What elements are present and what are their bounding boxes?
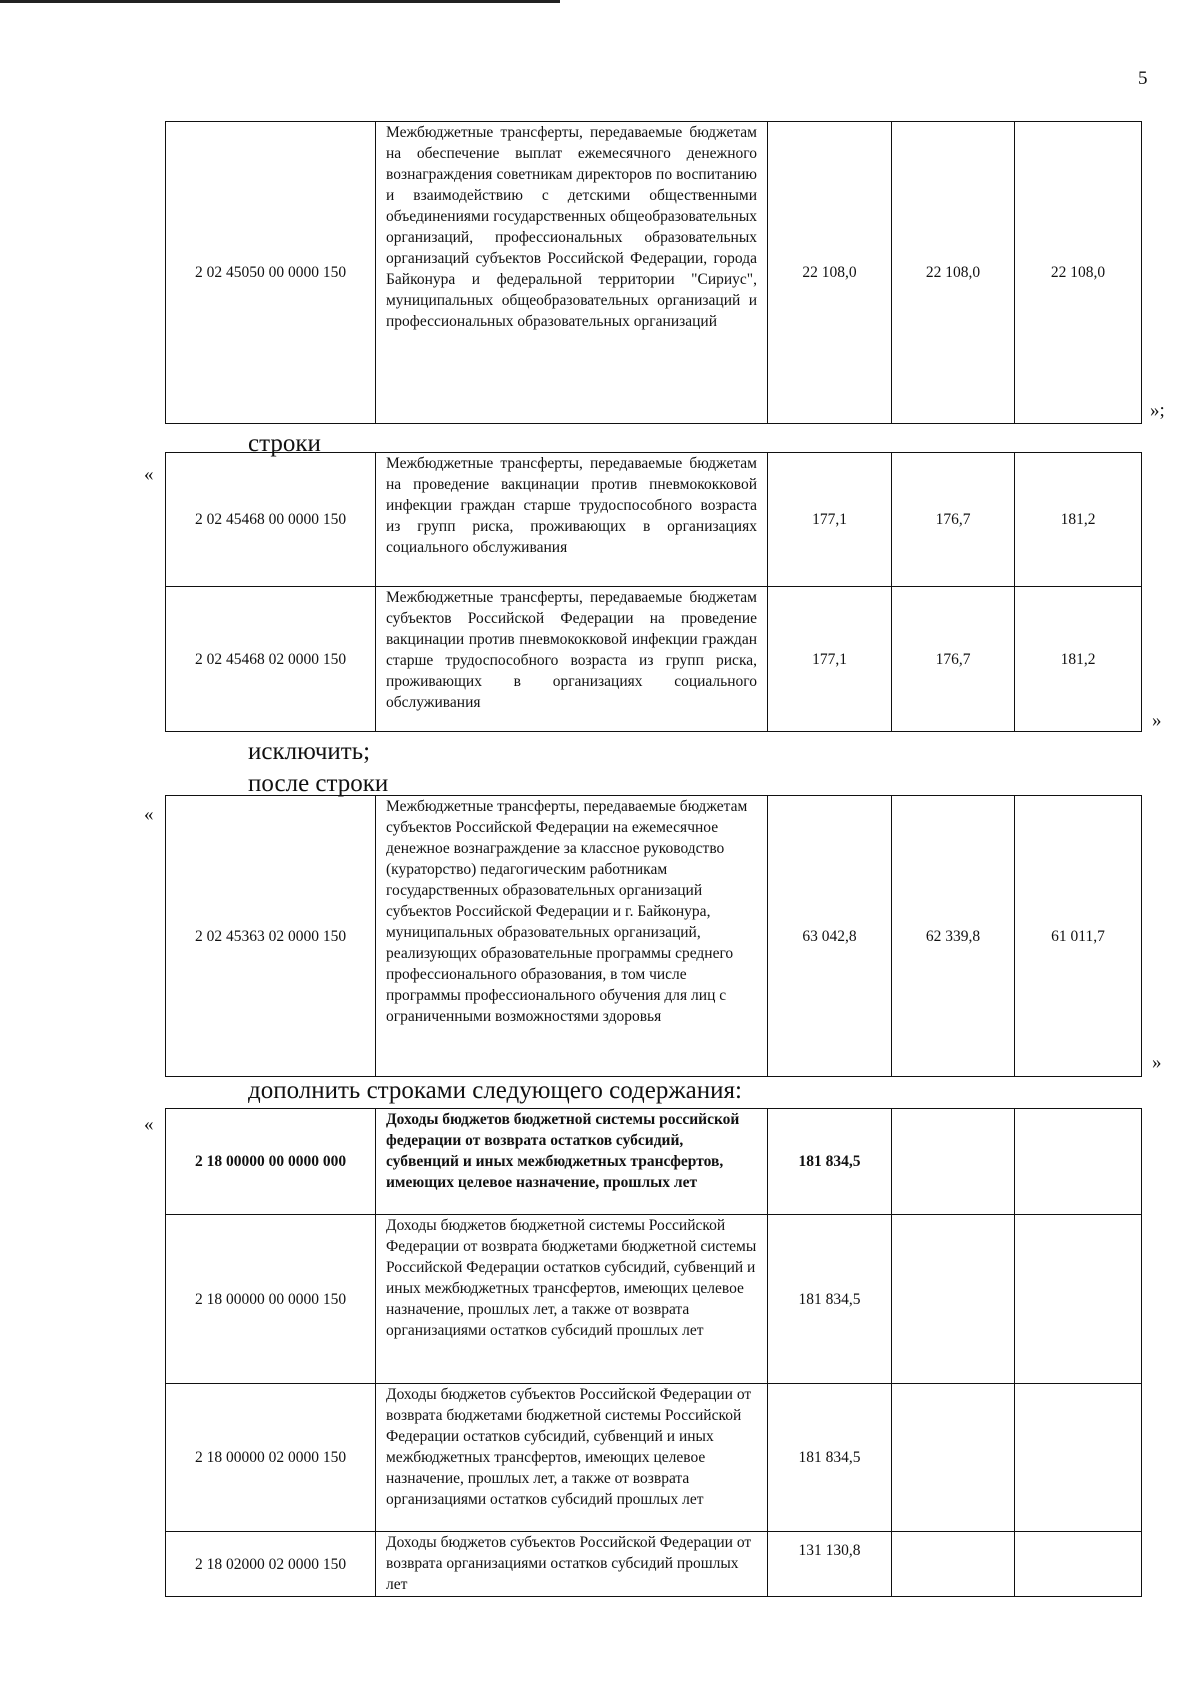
close-quote-2: » [1152,710,1162,731]
name-cell: Доходы бюджетов субъектов Российской Федерации от возврата бюджетами бюджетной системы Российской Федерации остатков субсидий, субвенций и иных межбюджетных трансфертов, имеющих целевое назначение, прошлых лет, а также от возврата организациями остатков субсидий прошлых лет [376,1384,768,1532]
table-row [166,453,1142,587]
table-row [166,1215,1142,1384]
name-cell: Межбюджетные трансферты, передаваемые бюджетам на проведение вакцинации против пневмококковой инфекции граждан старше трудоспособного возраста из групп риска, проживающих в организациях социального обслуживания [376,453,768,587]
value-cell-1: 63 042,8 [768,796,892,1077]
code-cell: 2 18 00000 00 0000 150 [166,1215,376,1384]
table-row [166,1532,1142,1597]
value-cell-1: 177,1 [768,453,892,587]
value-cell-3: 61 011,7 [1015,796,1142,1077]
table-row [166,796,1142,1077]
close-quote-3: » [1152,1052,1162,1073]
heading-stroki: строки [248,430,321,457]
value-cell-2: 22 108,0 [892,122,1015,424]
code-cell: 2 02 45468 02 0000 150 [166,587,376,732]
table-2 [165,452,1142,732]
value-cell-3: 181,2 [1015,587,1142,732]
code-cell: 2 02 45050 00 0000 150 [166,122,376,424]
value-cell-3: 22 108,0 [1015,122,1142,424]
heading-dopolnit: дополнить строками следующего содержания: [248,1077,742,1104]
value-cell-1: 181 834,5 [768,1215,892,1384]
name-cell: Доходы бюджетов бюджетной системы российской федерации от возврата остатков субсидий, субвенций и иных межбюджетных трансфертов, имеющих целевое назначение, прошлых лет [376,1109,768,1215]
value-cell-1: 181 834,5 [768,1384,892,1532]
value-cell-3 [1015,1215,1142,1384]
value-cell-2: 62 339,8 [892,796,1015,1077]
code-cell: 2 18 00000 02 0000 150 [166,1384,376,1532]
table-row [166,1384,1142,1532]
value-cell-2: 176,7 [892,587,1015,732]
table-1 [165,121,1142,424]
table-3 [165,795,1142,1077]
value-cell-1: 177,1 [768,587,892,732]
value-cell-2 [892,1109,1015,1215]
value-cell-2: 176,7 [892,453,1015,587]
scan-edge-line [0,0,560,3]
value-cell-3 [1015,1384,1142,1532]
value-cell-3: 181,2 [1015,453,1142,587]
heading-iskluchit: исключить; [248,738,371,765]
value-cell-1: 22 108,0 [768,122,892,424]
name-cell: Доходы бюджетов субъектов Российской Федерации от возврата организациями остатков субсидий прошлых лет [376,1532,768,1597]
value-cell-3 [1015,1109,1142,1215]
open-quote-4: « [144,1114,154,1135]
code-cell: 2 18 00000 00 0000 000 [166,1109,376,1215]
page-number: 5 [1138,68,1148,89]
value-cell-2 [892,1215,1015,1384]
close-quote-1: »; [1150,400,1165,421]
value-cell-3 [1015,1532,1142,1597]
value-cell-1: 131 130,8 [768,1532,892,1597]
name-cell: Межбюджетные трансферты, передаваемые бюджетам на обеспечение выплат ежемесячного денежного вознаграждения советникам директоров по воспитанию и взаимодействию с детскими общественными объединениями государственных общеобразовательных организаций, профессиональных образовательных организаций субъектов Российской Федерации, города Байконура и федеральной территории "Сириус", муниципальных общеобразовательных организаций и профессиональных образовательных организаций [376,122,768,424]
name-cell: Межбюджетные трансферты, передаваемые бюджетам субъектов Российской Федерации на проведение вакцинации против пневмококковой инфекции граждан старше трудоспособного возраста из групп риска, проживающих в организациях социального обслуживания [376,587,768,732]
code-cell: 2 18 02000 02 0000 150 [166,1532,376,1597]
table-row [166,587,1142,732]
code-cell: 2 02 45468 00 0000 150 [166,453,376,587]
code-cell: 2 02 45363 02 0000 150 [166,796,376,1077]
value-cell-2 [892,1532,1015,1597]
open-quote-2: « [144,464,154,485]
name-cell: Межбюджетные трансферты, передаваемые бюджетам субъектов Российской Федерации на ежемесячное денежное вознаграждение за классное руководство (кураторство) педагогическим работникам государственных образовательных организаций субъектов Российской Федерации и г. Байконура, муниципальных образовательных организаций, реализующих образовательные программы среднего профессионального образования, в том числе программы профессионального обучения для лиц с ограниченными возможностями здоровья [376,796,768,1077]
table-row [166,122,1142,424]
value-cell-2 [892,1384,1015,1532]
table-4 [165,1108,1142,1597]
name-cell: Доходы бюджетов бюджетной системы Российской Федерации от возврата бюджетами бюджетной системы Российской Федерации остатков субсидий, субвенций и иных межбюджетных трансфертов, имеющих целевое назначение, прошлых лет, а также от возврата организациями остатков субсидий прошлых лет [376,1215,768,1384]
table-row [166,1109,1142,1215]
value-cell-1: 181 834,5 [768,1109,892,1215]
open-quote-3: « [144,804,154,825]
heading-posle-stroki: после строки [248,770,389,797]
